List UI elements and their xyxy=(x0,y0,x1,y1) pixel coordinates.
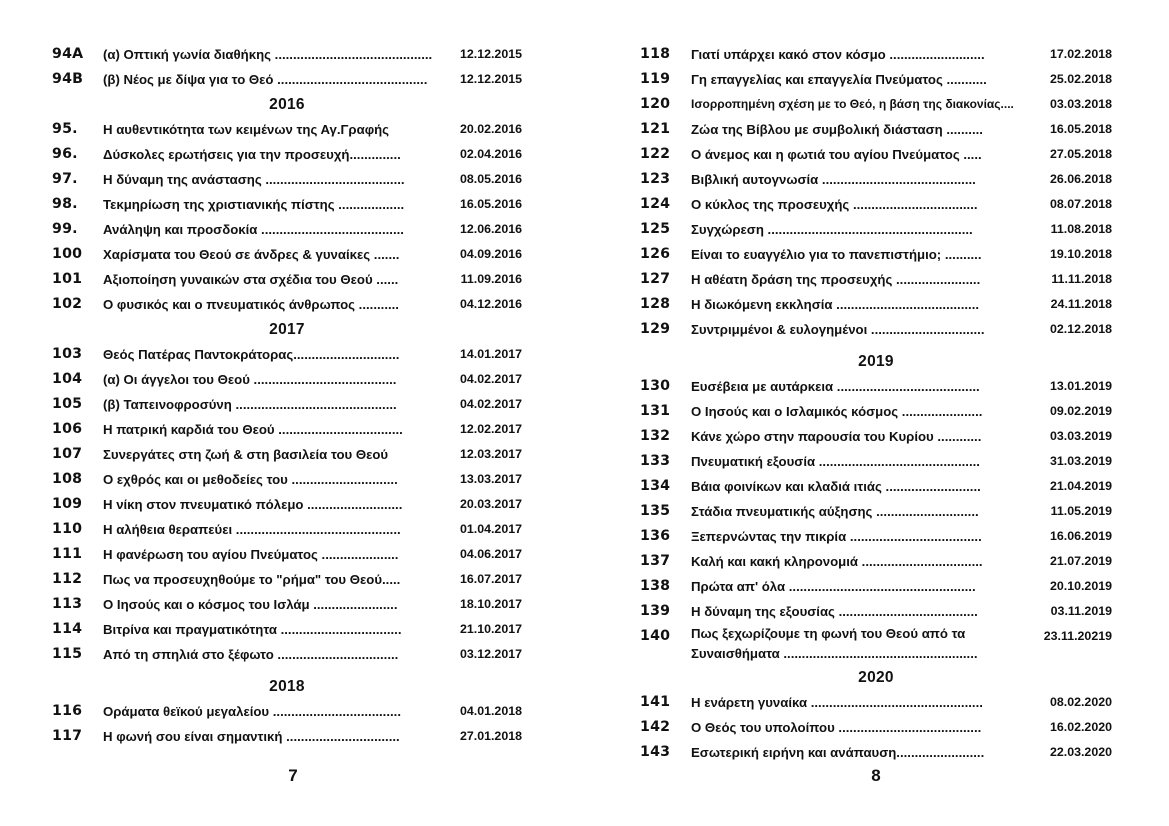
entry-title: (α) Οπτική γωνία διαθήκης ........................................... xyxy=(103,47,433,62)
entry-number: 142 xyxy=(640,719,671,735)
entry-number: 98. xyxy=(52,196,78,212)
entry-date: 03.12.2017 xyxy=(459,647,522,661)
entry-date: 08.02.2020 xyxy=(1049,695,1112,709)
toc-entry xyxy=(52,42,522,67)
entry-number: 126 xyxy=(640,246,671,262)
entry-number: 99. xyxy=(52,221,78,237)
entry-date: 24.11.2018 xyxy=(1050,297,1112,311)
toc-entry xyxy=(52,617,522,642)
toc-entry xyxy=(640,167,1112,192)
entry-title: Η φωνή σου είναι σημαντική ............................... xyxy=(103,729,400,744)
toc-entry xyxy=(52,542,522,567)
entry-number: 125 xyxy=(640,221,671,237)
entry-title: Τεκμηρίωση της χριστιανικής πίστης .................. xyxy=(103,197,405,212)
entry-date: 13.03.2017 xyxy=(459,472,522,486)
entry-title: Ευσέβεια με αυτάρκεια ....................................... xyxy=(691,379,980,394)
toc-entry xyxy=(640,599,1112,624)
entry-number: 137 xyxy=(640,553,671,569)
entry-number: 124 xyxy=(640,196,671,212)
entry-number: 114 xyxy=(52,621,83,637)
toc-entry xyxy=(640,499,1112,524)
right-page xyxy=(640,0,1112,826)
entry-number: 94B xyxy=(52,71,84,87)
entry-number: 96. xyxy=(52,146,78,162)
entry-number: 121 xyxy=(640,121,671,137)
toc-entry xyxy=(52,467,522,492)
toc-entry xyxy=(52,267,522,292)
entry-title: Ο Ιησούς και ο Ισλαμικός κόσμος ...................... xyxy=(691,404,983,419)
entry-date: 12.02.2017 xyxy=(459,422,522,436)
toc-entry xyxy=(52,117,522,142)
entry-number: 105 xyxy=(52,396,83,412)
entry-number: 131 xyxy=(640,403,671,419)
toc-entry xyxy=(52,167,522,192)
entry-date: 16.05.2016 xyxy=(459,197,522,211)
entry-title: Χαρίσματα του Θεού σε άνδρες & γυναίκες ....... xyxy=(103,247,400,262)
entry-date: 20.03.2017 xyxy=(459,497,522,511)
entry-number: 111 xyxy=(52,546,83,562)
toc-entry xyxy=(640,242,1112,267)
entry-date: 08.07.2018 xyxy=(1049,197,1112,211)
entry-title: Ανάληψη και προσδοκία ....................................... xyxy=(103,222,404,237)
toc-entry xyxy=(640,524,1112,549)
entry-title: Η δύναμη της εξουσίας ...................................... xyxy=(691,604,978,619)
entry-date: 03.11.2019 xyxy=(1050,604,1112,618)
entry-date: 11.08.2018 xyxy=(1050,222,1112,236)
entry-title: Καλή και κακή κληρονομιά ................................. xyxy=(691,554,983,569)
entry-number: 122 xyxy=(640,146,671,162)
entry-title: Η αθέατη δράση της προσευχής ....................... xyxy=(691,272,981,287)
entry-title: Θεός Πατέρας Παντοκράτορας............................. xyxy=(103,347,400,362)
entry-number: 133 xyxy=(640,453,671,469)
entry-title: Ζώα της Βίβλου με συμβολική διάσταση .......... xyxy=(691,122,983,137)
toc-entry xyxy=(52,517,522,542)
entry-date: 08.05.2016 xyxy=(459,172,522,186)
toc-entry xyxy=(52,699,522,724)
toc-entry xyxy=(640,142,1112,167)
toc-entry xyxy=(52,442,522,467)
entry-title: Πως να προσευχηθούμε το "ρήμα" του Θεού..... xyxy=(103,572,401,587)
entry-date: 04.02.2017 xyxy=(459,397,522,411)
entry-date: 19.10.2018 xyxy=(1049,247,1112,261)
entry-date: 31.03.2019 xyxy=(1049,454,1112,468)
entry-title: Συντριμμένοι & ευλογημένοι ............................... xyxy=(691,322,985,337)
toc-entry xyxy=(640,374,1112,399)
entry-number: 119 xyxy=(640,71,671,87)
toc-entry xyxy=(640,92,1112,117)
entry-title: Η δύναμη της ανάστασης ...................................... xyxy=(103,172,405,187)
entry-number: 109 xyxy=(52,496,83,512)
toc-entry xyxy=(52,592,522,617)
entry-date: 12.03.2017 xyxy=(459,447,522,461)
toc-entry xyxy=(640,474,1112,499)
toc-entry xyxy=(640,624,1112,665)
toc-entry xyxy=(52,642,522,667)
page-number-left: 7 xyxy=(288,766,298,785)
entry-title: Η αυθεντικότητα των κειμένων της Αγ.Γραφής xyxy=(103,122,390,137)
entry-number: 128 xyxy=(640,296,671,312)
entry-number: 117 xyxy=(52,728,83,744)
entry-date: 11.09.2016 xyxy=(460,272,522,286)
entry-date: 09.02.2019 xyxy=(1049,404,1112,418)
toc-entry xyxy=(640,424,1112,449)
entry-number: 123 xyxy=(640,171,671,187)
entry-number: 132 xyxy=(640,428,671,444)
entry-number: 97. xyxy=(52,171,78,187)
entry-title: Βιτρίνα και πραγματικότητα ................................. xyxy=(103,622,402,637)
entry-number: 100 xyxy=(52,246,83,262)
entry-date: 11.05.2019 xyxy=(1050,504,1112,518)
toc-entry xyxy=(640,267,1112,292)
entry-title: Ο κύκλος της προσευχής .................................. xyxy=(691,197,978,212)
year-heading: 2016 xyxy=(269,96,305,113)
entry-date: 18.10.2017 xyxy=(459,597,522,611)
entry-title: Αξιοποίηση γυναικών στα σχέδια του Θεού ...... xyxy=(103,272,399,287)
entry-date: 20.10.2019 xyxy=(1049,579,1112,593)
entry-number: 94A xyxy=(52,46,84,62)
entry-number: 110 xyxy=(52,521,83,537)
entry-title: Οράματα θεϊκού μεγαλείου ................................... xyxy=(103,704,402,719)
entry-title: Από τη σπηλιά στο ξέφωτο ................................. xyxy=(103,647,399,662)
entry-title: (β) Νέος με δίψα για το Θεό ......................................... xyxy=(103,72,428,87)
entry-date: 01.04.2017 xyxy=(459,522,522,536)
toc-entry xyxy=(52,417,522,442)
entry-date: 27.01.2018 xyxy=(459,729,522,743)
entry-title: Βιβλική αυτογνωσία .......................................... xyxy=(691,172,976,187)
toc-entry xyxy=(52,392,522,417)
entry-number: 134 xyxy=(640,478,671,494)
toc-entry xyxy=(640,42,1112,67)
entry-date: 21.04.2019 xyxy=(1049,479,1112,493)
entry-date: 11.11.2018 xyxy=(1051,272,1112,286)
entry-date: 16.06.2019 xyxy=(1049,529,1112,543)
year-heading: 2018 xyxy=(269,678,305,695)
left-page xyxy=(52,0,522,826)
entry-number: 129 xyxy=(640,321,671,337)
entry-date: 13.01.2019 xyxy=(1049,379,1112,393)
entry-title: Πως ξεχωρίζουμε τη φωνή του Θεού από τα Συναισθήματα ..................................................... xyxy=(691,626,978,661)
toc-entry xyxy=(52,67,522,92)
entry-date: 02.12.2018 xyxy=(1049,322,1112,336)
entry-title: Η διωκόμενη εκκλησία ....................................... xyxy=(691,297,980,312)
entry-title: Ο Ιησούς και ο κόσμος του Ισλάμ ....................... xyxy=(103,597,398,612)
entry-date: 22.03.2020 xyxy=(1049,745,1112,759)
toc-entry xyxy=(640,399,1112,424)
toc-column-right xyxy=(640,42,1112,765)
entry-title: Πρώτα απ' όλα ................................................... xyxy=(691,579,976,594)
entry-number: 118 xyxy=(640,46,671,62)
entry-number: 120 xyxy=(640,96,671,112)
entry-date: 12.12.2015 xyxy=(459,72,522,86)
entry-date: 27.05.2018 xyxy=(1049,147,1112,161)
entry-date: 04.01.2018 xyxy=(459,704,522,718)
entry-number: 115 xyxy=(52,646,83,662)
entry-title: Εσωτερική ειρήνη και ανάπαυση........................ xyxy=(691,745,985,760)
entry-title: Ο άνεμος και η φωτιά του αγίου Πνεύματος ..... xyxy=(691,147,982,162)
entry-title: Ισορροπημένη σχέση με το Θεό, η βάση της διακονίας.... xyxy=(691,97,1014,111)
entry-title: Η νίκη στον πνευματικό πόλεμο .......................... xyxy=(103,497,403,512)
entry-title: Κάνε χώρο στην παρουσία του Κυρίου ............ xyxy=(691,429,982,444)
toc-entry xyxy=(52,342,522,367)
entry-title: Είναι το ευαγγέλιο για το πανεπιστήμιο; .......... xyxy=(691,247,982,262)
entry-title: Ξεπερνώντας την πικρία .................................... xyxy=(691,529,982,544)
entry-date: 14.01.2017 xyxy=(459,347,522,361)
toc-entry xyxy=(640,715,1112,740)
toc-entry xyxy=(640,192,1112,217)
entry-date: 02.04.2016 xyxy=(459,147,522,161)
toc-entry xyxy=(52,217,522,242)
toc-entry xyxy=(52,567,522,592)
toc-entry xyxy=(640,117,1112,142)
entry-date: 20.02.2016 xyxy=(459,122,522,136)
entry-date: 16.02.2020 xyxy=(1049,720,1112,734)
toc-entry xyxy=(52,724,522,749)
entry-title: Συνεργάτες στη ζωή & στη βασιλεία του Θεού xyxy=(103,447,389,462)
entry-title: Συγχώρεση ........................................................ xyxy=(691,222,973,237)
toc-entry xyxy=(52,292,522,317)
entry-number: 102 xyxy=(52,296,83,312)
entry-number: 130 xyxy=(640,378,671,394)
entry-number: 135 xyxy=(640,503,671,519)
entry-number: 112 xyxy=(52,571,83,587)
entry-title: Ο εχθρός και οι μεθοδείες του ............................. xyxy=(103,472,398,487)
entry-number: 138 xyxy=(640,578,671,594)
entry-title: Στάδια πνευματικής αύξησης ............................ xyxy=(691,504,979,519)
entry-title: Η φανέρωση του αγίου Πνεύματος ..................... xyxy=(103,547,399,562)
toc-entry xyxy=(640,317,1112,342)
entry-number: 104 xyxy=(52,371,83,387)
entry-date: 26.06.2018 xyxy=(1049,172,1112,186)
entry-title: Βάια φοινίκων και κλαδιά ιτιάς .......................... xyxy=(691,479,981,494)
year-heading: 2017 xyxy=(269,321,305,338)
entry-title: Γιατί υπάρχει κακό στον κόσμο .......................... xyxy=(691,47,985,62)
entry-title: (α) Οι άγγελοι του Θεού ....................................... xyxy=(103,372,397,387)
toc-entry xyxy=(640,67,1112,92)
entry-number: 101 xyxy=(52,271,83,287)
entry-title: Η αλήθεια θεραπεύει ............................................. xyxy=(103,522,401,537)
entry-number: 143 xyxy=(640,744,671,760)
entry-date: 04.09.2016 xyxy=(459,247,522,261)
entry-date: 04.06.2017 xyxy=(459,547,522,561)
toc-entry xyxy=(52,242,522,267)
entry-date: 04.02.2017 xyxy=(459,372,522,386)
toc-entry xyxy=(640,217,1112,242)
toc-entry xyxy=(52,142,522,167)
entry-number: 95. xyxy=(52,121,78,137)
toc-entry xyxy=(52,492,522,517)
toc-entry xyxy=(640,740,1112,765)
entry-title: Ο φυσικός και ο πνευματικός άνθρωπος ........... xyxy=(103,297,399,312)
entry-number: 116 xyxy=(52,703,83,719)
year-heading: 2019 xyxy=(858,353,894,370)
entry-date: 25.02.2018 xyxy=(1049,72,1112,86)
toc-entry xyxy=(640,449,1112,474)
entry-date: 16.05.2018 xyxy=(1049,122,1112,136)
entry-title: Η ενάρετη γυναίκα ............................................... xyxy=(691,695,983,710)
entry-number: 103 xyxy=(52,346,83,362)
toc-entry xyxy=(640,690,1112,715)
page-number-right: 8 xyxy=(871,766,881,785)
entry-date: 23.11.20219 xyxy=(1043,629,1112,643)
toc-entry xyxy=(640,574,1112,599)
entry-date: 12.12.2015 xyxy=(459,47,522,61)
entry-title: Η πατρική καρδιά του Θεού .................................. xyxy=(103,422,403,437)
toc-entry xyxy=(640,292,1112,317)
entry-number: 113 xyxy=(52,596,83,612)
toc-entry xyxy=(52,367,522,392)
toc-column-left xyxy=(52,42,522,749)
entry-date: 03.03.2018 xyxy=(1049,97,1112,111)
entry-date: 17.02.2018 xyxy=(1049,47,1112,61)
year-heading: 2020 xyxy=(858,669,894,686)
entry-date: 21.07.2019 xyxy=(1049,554,1112,568)
entry-date: 03.03.2019 xyxy=(1049,429,1112,443)
entry-number: 106 xyxy=(52,421,83,437)
entry-number: 127 xyxy=(640,271,671,287)
entry-number: 108 xyxy=(52,471,83,487)
entry-date: 12.06.2016 xyxy=(459,222,522,236)
entry-date: 16.07.2017 xyxy=(459,572,522,586)
entry-number: 107 xyxy=(52,446,83,462)
entry-title: Ο Θεός του υπολοίπου ....................................... xyxy=(691,720,982,735)
entry-title: Πνευματική εξουσία ............................................ xyxy=(691,454,980,469)
entry-number: 140 xyxy=(640,628,671,644)
entry-title: Γη επαγγελίας και επαγγελία Πνεύματος ........... xyxy=(691,72,987,87)
entry-date: 04.12.2016 xyxy=(459,297,522,311)
entry-date: 21.10.2017 xyxy=(459,622,522,636)
toc-entry xyxy=(640,549,1112,574)
entry-title: (β) Ταπεινοφροσύνη ............................................ xyxy=(103,397,397,412)
entry-number: 139 xyxy=(640,603,671,619)
toc-entry xyxy=(52,192,522,217)
entry-number: 141 xyxy=(640,694,671,710)
entry-number: 136 xyxy=(640,528,671,544)
entry-title: Δύσκολες ερωτήσεις για την προσευχή.............. xyxy=(103,147,401,162)
